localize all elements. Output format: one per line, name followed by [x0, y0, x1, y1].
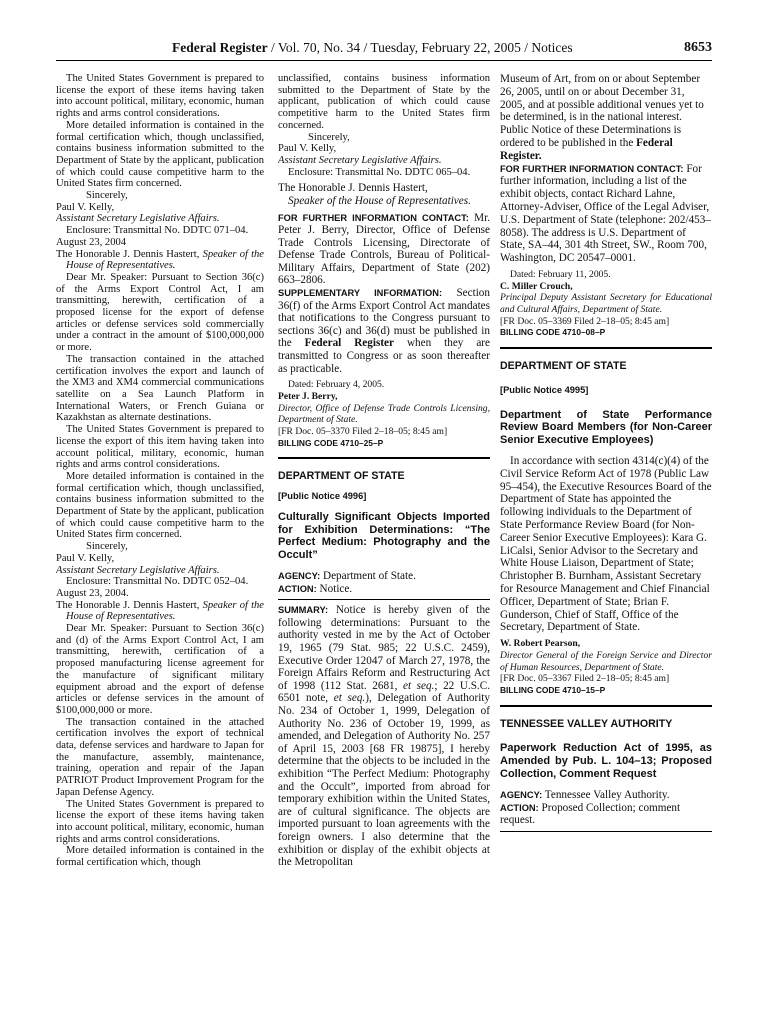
agency-line: [278, 570, 490, 583]
action-line: [500, 802, 712, 828]
signer-title: Director, Office of Defense Trade Controls Licensing, Department of State.: [278, 402, 490, 426]
column-3: [500, 73, 712, 963]
billing-code: BILLING CODE 4710–25–P: [278, 437, 384, 448]
text: Museum of Art, from on or about September 26, 2005, until on or about December 31, 2005, and at possible additional venues yet to be determined, is in the national interest. Public Notice of these Determinations is ordered to be published in the: [500, 73, 704, 149]
signer-name: Paul V. Kelly,: [56, 201, 115, 213]
header-citation: [172, 40, 573, 56]
page-number: 8653: [684, 40, 712, 55]
addressee-name: The Honorable J. Dennis Hastert,: [278, 182, 428, 195]
paragraph: More detailed information is contained in the formal certification which, though: [56, 845, 264, 869]
billing-code: BILLING CODE 4710–08–P: [500, 327, 606, 338]
issue-info: / Vol. 70, No. 34 / Tuesday, February 22, 2005 / Notices: [270, 40, 573, 55]
closing: Sincerely,: [86, 541, 128, 553]
signer-name: Paul V. Kelly,: [56, 552, 115, 564]
document-title: Paperwork Reduction Act of 1995, as Amended by Pub. L. 104–13; Proposed Collection, Comment Request: [500, 742, 712, 780]
section-label: AGENCY:: [278, 571, 321, 582]
contact-info: [500, 163, 712, 265]
text: Section 36(f) of the Arms Export Control Act mandates that notifications to the Congress pursuant to sections 36(c) and 36(d) must be published in the: [278, 287, 490, 350]
department-heading: TENNESSEE VALLEY AUTHORITY: [500, 717, 673, 730]
fr-doc: [FR Doc. 05–3370 Filed 2–18–05; 8:45 am]: [278, 426, 448, 438]
journal-name: Federal Register: [172, 40, 268, 55]
contact-text: For further information, including a list of the exhibit objects, contact Richard Lahne, Attorney-Adviser, Office of the Legal Adviser, U.S. Department of State (telephone: 202/453–8058). The address is U.S. Department of State, SA–44, 301 4th Street, SW., Room 700, Washington, DC 20547–0001.: [500, 162, 711, 265]
section-label: SUMMARY:: [278, 605, 329, 616]
summary: [278, 604, 490, 868]
text: Federal Register: [304, 337, 394, 350]
signer-name: W. Robert Pearson,: [500, 638, 581, 650]
signer-name: C. Miller Crouch,: [500, 280, 573, 292]
billing-code: BILLING CODE 4710–15–P: [500, 684, 606, 695]
paragraph: The United States Government is prepared to license the export of these items having taken into account political, military, economic, human rights and arms control considerations.: [56, 798, 264, 845]
paragraph: Dear Mr. Speaker: Pursuant to Section 36(c) and (d) of the Arms Export Control Act, I am transmitting, herewith, certification of a proposed manufacturing license agreement for the manufacture of significant military equipment abroad and the export of defense articles or defense services in the amount of $100,000,000 or more.: [56, 623, 264, 716]
column-2: [278, 73, 490, 963]
agency-line: [500, 789, 712, 802]
signer-title: Assistant Secretary Legislative Affairs.: [278, 154, 442, 166]
signer-name: Paul V. Kelly,: [278, 143, 337, 155]
dated: Dated: February 11, 2005.: [510, 268, 611, 280]
text: when they are transmitted to Congress or as soon thereafter as practicable.: [278, 337, 490, 375]
department-heading: DEPARTMENT OF STATE: [500, 360, 627, 373]
signer-title: Assistant Secretary Legislative Affairs.: [56, 213, 220, 225]
addressee-name: The Honorable J. Dennis Hastert,: [56, 248, 200, 260]
contact-text: Mr. Peter J. Berry, Director, Office of Defense Trade Controls Licensing, Directorate of Defense Trade Controls, Bureau of Political-Military Affairs, Department of State (202) 663–2806.: [278, 211, 490, 287]
closing: Sincerely,: [86, 190, 128, 202]
dated: Dated: February 4, 2005.: [288, 379, 385, 391]
addressee: [56, 249, 264, 272]
paragraph: [500, 73, 712, 163]
letter-date: August 23, 2004: [56, 236, 127, 248]
document-title: Department of State Performance Review Board Members (for Non-Career Senior Executive Employees): [500, 408, 712, 447]
text: Department of State.: [322, 570, 416, 583]
closing: Sincerely,: [308, 131, 350, 143]
text: et seq.: [403, 679, 435, 692]
paragraph: More detailed information is contained in the formal certification which, though unclassified, contains business information submitted to the Department of State by the applicant, publication of which could cause competitive harm to the United States firm concerned.: [56, 470, 264, 541]
text: Notice is hereby given of the following determinations: Pursuant to the authority vested in me by the Act of October 19, 1965 (79 Stat. 985; 22 U.S.C. 2459), Executive Order 12047 of March 27, 1978, the Foreign Affairs Reform and Restructuring Act of 1998 (112 Stat. 2681,: [278, 604, 490, 692]
divider: [500, 831, 712, 832]
paragraph: In accordance with section 4314(c)(4) of the Civil Service Reform Act of 1978 (Public Law 95–454), the Executive Resources Board of the Department of State has appointed the following individuals to the Department of State Performance Review Board (for Non-Career Senior Executive Employees): Kara G. LiCalsi, Senior Advisor to the Secretary and White House Liaison, Department of State; Christopher B. Burnham, Assistant Secretary for Resource Management and Chief Financial Officer, Department of State; Brian F. Gunderson, Chief of Staff, Office of the Secretary, Department of State.: [500, 454, 712, 634]
addressee-title: Speaker of the House of Representatives.: [66, 248, 264, 272]
addressee-title: Speaker of the House of Representatives.: [288, 194, 471, 207]
paragraph: The transaction contained in the attached certification involves the export and launch of the XM3 and XM4 commercial communications satellite on a Sea Launch Platform in International Waters, or French Guiana or Kazakhstan as alternate destinations.: [56, 353, 264, 424]
addressee: [56, 600, 264, 623]
text: Notice.: [319, 582, 353, 595]
text: ; 22 U.S.C. 6501 note,: [278, 679, 490, 705]
addressee-name: The Honorable J. Dennis Hastert,: [56, 599, 200, 611]
page-header: [56, 40, 712, 61]
public-notice: [Public Notice 4996]: [278, 491, 367, 502]
document-title: Culturally Significant Objects Imported for Exhibition Determinations: “The Perfect Medium: Photography and the Occult”: [278, 510, 490, 562]
letter-date: August 23, 2004.: [56, 587, 129, 599]
text: Proposed Collection; comment request.: [500, 801, 681, 827]
text: ), Delegation of Authority No. 234 of October 1, 1999, Delegation of Authority No. 236 of October 19, 1999, as amended, and Delegation of Authority No. 257 of April 15, 2003 [68 FR 19875], I hereby determine that the objects to be included in the exhibition “The Perfect Medium: Photography and the Occult”, imported from abroad for temporary exhibition within the United States, are of cultural significance. The objects are imported pursuant to loan agreements with the foreign owners. I also determine that the exhibition or display of the exhibit objects at the Metropolitan: [278, 692, 490, 869]
signer-title: Principal Deputy Assistant Secretary for Educational and Cultural Affairs, Department of State.: [500, 292, 712, 316]
signer-name: Peter J. Berry,: [278, 390, 338, 402]
section-label: ACTION:: [278, 583, 317, 594]
text: Tennessee Valley Authority.: [544, 788, 670, 801]
paragraph: More detailed information is contained in the formal certification which, though unclassified, contains business information submitted to the Department of State by the applicant, publication of which could cause competitive harm to the United States firm concerned.: [56, 119, 264, 190]
section-label: FOR FURTHER INFORMATION CONTACT:: [500, 163, 684, 174]
fr-doc: [FR Doc. 05–3369 Filed 2–18–05; 8:45 am]: [500, 315, 670, 327]
enclosure: Enclosure: Transmittal No. DDTC 065–04.: [288, 166, 471, 178]
paragraph: The United States Government is prepared to license the export of this item having taken into account political, military, economic, human rights and arms control considerations.: [56, 424, 264, 471]
column-1: [56, 73, 264, 963]
paragraph: The transaction contained in the attached certification involves the export of technical data, defense services and hardware to Japan for the manufacture, assembly, maintenance, training, operation and repair of the Japan PATRIOT Product Improvement Program for the Japan Defense Agency.: [56, 716, 264, 798]
public-notice: [Public Notice 4995]: [500, 384, 589, 395]
department-heading: DEPARTMENT OF STATE: [278, 470, 405, 483]
section-label: SUPPLEMENTARY INFORMATION:: [278, 288, 443, 299]
paragraph: The United States Government is prepared to license the export of these items having taken into account political, military, economic, human rights and arms control considerations.: [56, 73, 264, 120]
text: et seq.: [333, 692, 366, 705]
action-line: [278, 583, 490, 596]
section-label: AGENCY:: [500, 789, 543, 800]
enclosure: Enclosure: Transmittal No. DDTC 052–04.: [66, 576, 249, 588]
fr-doc: [FR Doc. 05–3367 Filed 2–18–05; 8:45 am]: [500, 673, 670, 685]
signer-title: Assistant Secretary Legislative Affairs.: [56, 564, 220, 576]
enclosure: Enclosure: Transmittal No. DDTC 071–04.: [66, 225, 249, 237]
signer-title: Director General of the Foreign Service and Director of Human Resources, Department of State.: [500, 649, 712, 673]
paragraph: Dear Mr. Speaker: Pursuant to Section 36(c) of the Arms Export Control Act, I am transmitting, herewith, certification of a proposed license for the export of defense articles or defense services sold commercially under a contract in the amount of $100,000,000 or more.: [56, 271, 264, 354]
text: Federal Register.: [500, 136, 673, 162]
addressee-title: Speaker of the House of Representatives.: [66, 599, 264, 623]
section-label: FOR FURTHER INFORMATION CONTACT:: [278, 212, 469, 223]
paragraph: unclassified, contains business information submitted to the Department of State by the applicant, publication of which could cause competitive harm to the United States firm concerned.: [278, 73, 490, 131]
section-label: ACTION:: [500, 802, 539, 813]
supplementary-info: [278, 287, 490, 375]
contact-info: [278, 212, 490, 288]
